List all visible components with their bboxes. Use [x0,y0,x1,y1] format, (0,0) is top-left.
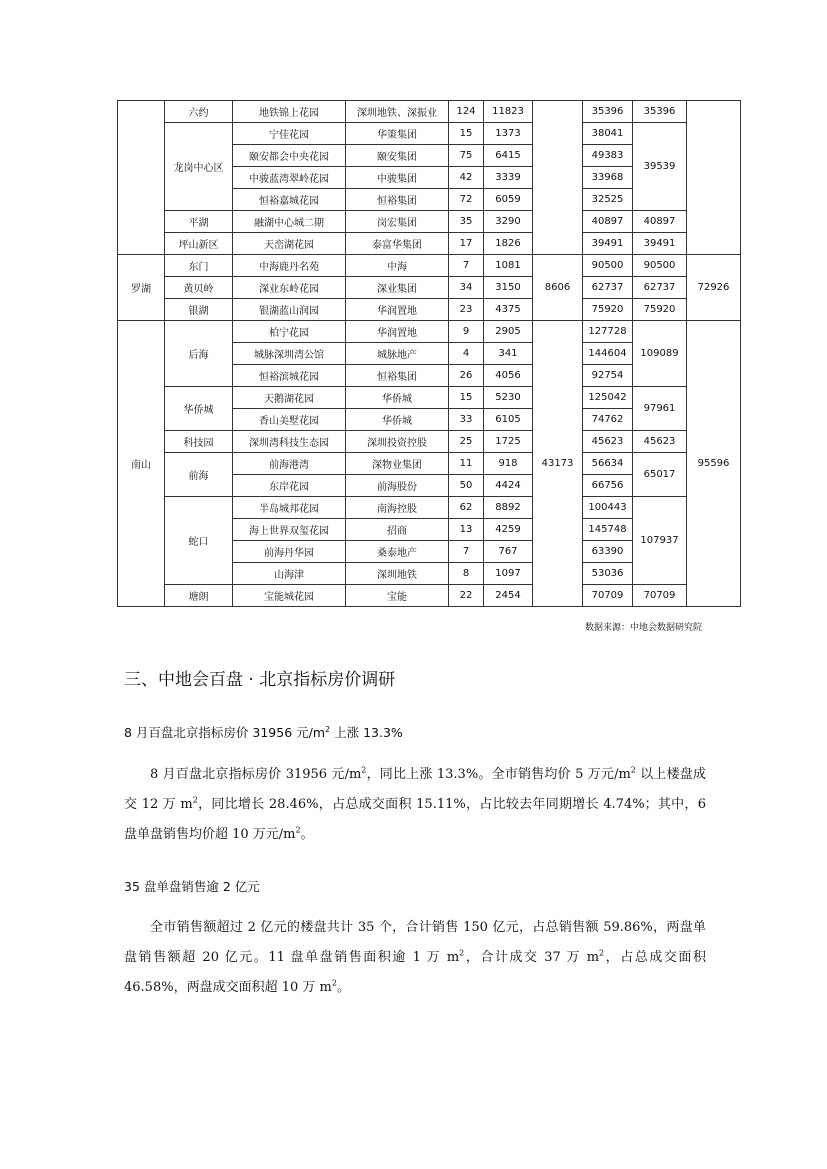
developer-cell: 华策集团 [346,123,449,145]
project-cell: 山海津 [233,563,346,585]
units-cell: 33 [449,409,484,431]
units-cell: 8 [449,563,484,585]
subheading-text: 8 月百盘北京指标房价 31956 元/m [124,725,326,740]
units-cell: 15 [449,387,484,409]
price-table [117,100,741,607]
price-cell: 144604 [583,343,633,365]
area-avg-cell: 39491 [633,233,687,255]
price-cell: 90500 [583,255,633,277]
area-sold-cell: 3290 [484,211,533,233]
units-cell: 124 [449,101,484,123]
project-cell: 中海鹿丹名苑 [233,255,346,277]
subheading-beijing-index: 8 月百盘北京指标房价 31956 元$/m^2$ 上涨 13.3% [124,724,403,740]
developer-cell: 中骏集团 [346,167,449,189]
units-cell: 17 [449,233,484,255]
area-avg-cell: 65017 [633,453,687,497]
project-cell: 海上世界双玺花园 [233,519,346,541]
area-sold-cell: 3150 [484,277,533,299]
price-cell: 39491 [583,233,633,255]
area-avg-cell: 107937 [633,497,687,585]
price-cell: 45623 [583,431,633,453]
project-cell: 颐安都会中央花园 [233,145,346,167]
total-cell: 43173 [533,321,583,607]
developer-cell: 桑泰地产 [346,541,449,563]
price-cell: 40897 [583,211,633,233]
area-sold-cell: 6415 [484,145,533,167]
table-row [118,101,741,123]
units-cell: 26 [449,365,484,387]
units-cell: 23 [449,299,484,321]
project-cell: 中骏蓝湾翠岭花园 [233,167,346,189]
area-avg-cell: 70709 [633,585,687,607]
developer-cell: 华侨城 [346,387,449,409]
district-avg-cell: 72926 [687,255,741,321]
price-cell: 70709 [583,585,633,607]
project-cell: 深圳湾科技生态园 [233,431,346,453]
area-sold-cell: 4259 [484,519,533,541]
price-cell: 145748 [583,519,633,541]
table-row [118,277,741,299]
area-sold-cell: 4424 [484,475,533,497]
area-sold-cell: 1725 [484,431,533,453]
developer-cell: 深圳投资控股 [346,431,449,453]
table-row [118,431,741,453]
area-avg-cell: 39539 [633,123,687,211]
table-row [118,123,741,145]
price-cell: 35396 [583,101,633,123]
area-sold-cell: 767 [484,541,533,563]
district-cell: 南山 [118,321,165,607]
table-row [118,233,741,255]
area-cell: 科技园 [165,431,233,453]
paragraph-sales: 全市销售额超过 2 亿元的楼盘共计 35 个，合计销售 150 亿元，占总销售额 59.86%，两盘单盘销售额超 20 亿元。11 盘单盘销售面积逾 1 万 $m^2$，合计成交 37 万 $m^2$，占总成交面积 46.58%，两盘成交面积超 10 万 $m^2$。 [124,920,706,995]
project-cell: 半岛城邦花园 [233,497,346,519]
developer-cell: 恒裕集团 [346,365,449,387]
price-cell: 100443 [583,497,633,519]
units-cell: 75 [449,145,484,167]
price-cell: 92754 [583,365,633,387]
district-cell [118,101,165,255]
area-avg-cell: 97961 [633,387,687,431]
units-cell: 50 [449,475,484,497]
area-sold-cell: 1097 [484,563,533,585]
project-cell: 天鹅湖花园 [233,387,346,409]
project-cell: 银湖蓝山润园 [233,299,346,321]
price-cell: 74762 [583,409,633,431]
price-cell: 32525 [583,189,633,211]
developer-cell: 深圳地铁、深振业 [346,101,449,123]
units-cell: 4 [449,343,484,365]
developer-cell: 华润置地 [346,321,449,343]
area-avg-cell: 40897 [633,211,687,233]
price-cell: 66756 [583,475,633,497]
developer-cell: 宝能 [346,585,449,607]
area-avg-cell: 75920 [633,299,687,321]
area-cell: 平湖 [165,211,233,233]
area-sold-cell: 918 [484,453,533,475]
units-cell: 25 [449,431,484,453]
developer-cell: 城脉地产 [346,343,449,365]
developer-cell: 恒裕集团 [346,189,449,211]
project-cell: 柏宁花园 [233,321,346,343]
units-cell: 34 [449,277,484,299]
table-row [118,585,741,607]
area-cell: 六约 [165,101,233,123]
total-cell: 8606 [533,255,583,321]
project-cell: 融湖中心城二期 [233,211,346,233]
price-cell: 125042 [583,387,633,409]
data-source-note: 数据来源：中地会数据研究院 [584,623,702,633]
area-avg-cell: 109089 [633,321,687,387]
developer-cell: 岗宏集团 [346,211,449,233]
area-cell: 银湖 [165,299,233,321]
area-cell: 龙岗中心区 [165,123,233,211]
developer-cell: 中海 [346,255,449,277]
developer-cell: 泰富华集团 [346,233,449,255]
project-cell: 深业东岭花园 [233,277,346,299]
area-sold-cell: 6059 [484,189,533,211]
developer-cell: 前海股份 [346,475,449,497]
project-cell: 恒裕嘉城花园 [233,189,346,211]
area-cell: 蛇口 [165,497,233,585]
units-cell: 7 [449,255,484,277]
developer-cell: 颐安集团 [346,145,449,167]
project-cell: 前海港湾 [233,453,346,475]
area-sold-cell: 8892 [484,497,533,519]
table-row [118,321,741,343]
price-cell: 49383 [583,145,633,167]
units-cell: 11 [449,453,484,475]
area-cell: 东门 [165,255,233,277]
project-cell: 城脉深圳湾公馆 [233,343,346,365]
project-cell: 宝能城花园 [233,585,346,607]
area-avg-cell: 45623 [633,431,687,453]
units-cell: 9 [449,321,484,343]
area-cell: 塘朗 [165,585,233,607]
price-cell: 63390 [583,541,633,563]
area-sold-cell: 341 [484,343,533,365]
area-avg-cell: 35396 [633,101,687,123]
price-cell: 38041 [583,123,633,145]
units-cell: 22 [449,585,484,607]
district-avg-cell [687,101,741,255]
area-cell: 后海 [165,321,233,387]
table-row [118,255,741,277]
units-cell: 13 [449,519,484,541]
price-cell: 75920 [583,299,633,321]
area-avg-cell: 90500 [633,255,687,277]
developer-cell: 南海控股 [346,497,449,519]
project-cell: 前海丹华园 [233,541,346,563]
table-row [118,497,741,519]
project-cell: 地铁锦上花园 [233,101,346,123]
units-cell: 15 [449,123,484,145]
area-sold-cell: 1081 [484,255,533,277]
units-cell: 42 [449,167,484,189]
area-sold-cell: 4056 [484,365,533,387]
project-cell: 恒裕滨城花园 [233,365,346,387]
total-cell [533,101,583,255]
area-sold-cell: 4375 [484,299,533,321]
table-body [118,101,741,607]
area-cell: 黄贝岭 [165,277,233,299]
project-cell: 东岸花园 [233,475,346,497]
area-sold-cell: 1373 [484,123,533,145]
developer-cell: 华润置地 [346,299,449,321]
subheading-sales: 35 盘单盘销售逾 2 亿元 [124,879,260,894]
area-avg-cell: 62737 [633,277,687,299]
area-cell: 坪山新区 [165,233,233,255]
district-cell: 罗湖 [118,255,165,321]
area-cell: 前海 [165,453,233,497]
area-sold-cell: 1826 [484,233,533,255]
units-cell: 7 [449,541,484,563]
table-row [118,453,741,475]
price-cell: 127728 [583,321,633,343]
table-row [118,299,741,321]
area-cell: 华侨城 [165,387,233,431]
project-cell: 香山美墅花园 [233,409,346,431]
area-sold-cell: 6105 [484,409,533,431]
developer-cell: 华侨城 [346,409,449,431]
area-sold-cell: 5230 [484,387,533,409]
district-avg-cell: 95596 [687,321,741,607]
units-cell: 62 [449,497,484,519]
paragraph-index-price: 8 月百盘北京指标房价 31956 元$/m^2$，同比上涨 13.3%。全市销售均价 5 万元$/m^2$ 以上楼盘成交 12 万 $m^2$，同比增长 28.46%，占总成交面积 15.11%，占比较去年同期增长 4.74%；其中，6 盘单盘销售均价超 10 万元$/m^2$。 [124,765,706,842]
project-cell: 天峦湖花园 [233,233,346,255]
area-sold-cell: 2905 [484,321,533,343]
developer-cell: 深物业集团 [346,453,449,475]
price-cell: 62737 [583,277,633,299]
developer-cell: 深业集团 [346,277,449,299]
table-row [118,387,741,409]
price-cell: 56634 [583,453,633,475]
table-row [118,211,741,233]
units-cell: 72 [449,189,484,211]
project-cell: 宁佳花园 [233,123,346,145]
developer-cell: 深圳地铁 [346,563,449,585]
units-cell: 35 [449,211,484,233]
section-title: 三、中地会百盘 · 北京指标房价调研 [124,670,396,690]
developer-cell: 招商 [346,519,449,541]
price-cell: 33968 [583,167,633,189]
area-sold-cell: 2454 [484,585,533,607]
area-sold-cell: 11823 [484,101,533,123]
area-sold-cell: 3339 [484,167,533,189]
price-cell: 53036 [583,563,633,585]
